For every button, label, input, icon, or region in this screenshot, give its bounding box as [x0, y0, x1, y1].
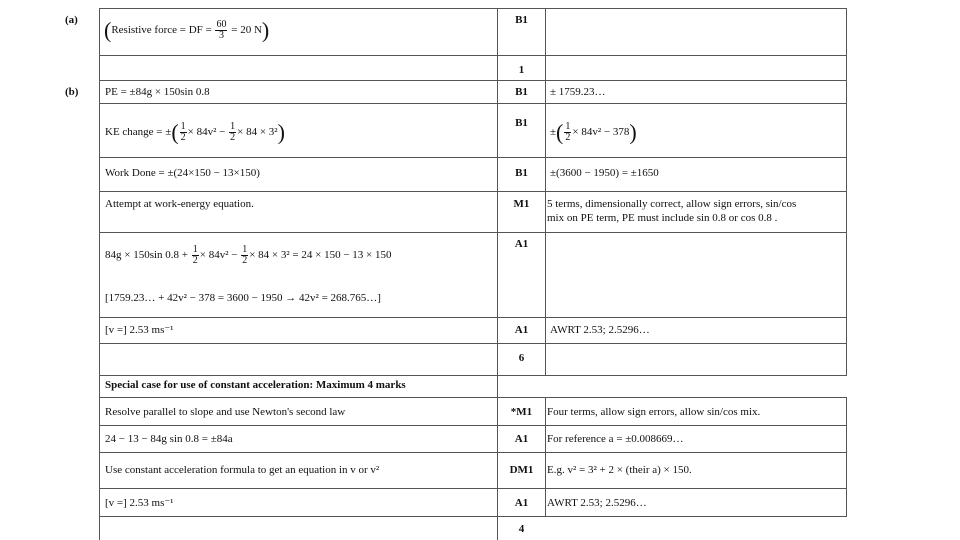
equation-mark: A1	[514, 238, 529, 250]
work-done-mark: B1	[515, 167, 528, 179]
pe-mark: B1	[515, 86, 528, 98]
fraction-numerator: 1	[230, 121, 236, 132]
grid-line	[99, 55, 847, 56]
fraction	[192, 245, 199, 266]
ke-working	[105, 119, 285, 145]
part-b-label: (b)	[65, 86, 79, 98]
fraction-denominator: 2	[192, 255, 198, 266]
grid-line	[99, 397, 847, 398]
equation-line1	[105, 245, 392, 266]
ke-working-prefix: KE change = ±	[105, 126, 172, 139]
sc-resolve-mark: *M1	[510, 406, 533, 418]
grid-line	[99, 191, 847, 192]
answer-working: [v =] 2.53 ms⁻¹	[105, 324, 174, 336]
grid-line	[99, 488, 847, 489]
part-b-subtotal: 6	[518, 352, 525, 364]
ke-note-prefix: ±	[550, 126, 557, 139]
fraction-denominator: 2	[565, 132, 571, 143]
grid-line	[545, 397, 546, 517]
bracket-close: )	[629, 119, 637, 145]
work-done-note: ±(3600 − 1950) = ±1650	[550, 167, 659, 179]
ke-note	[550, 119, 637, 145]
sc-suvat-working: Use constant acceleration formula to get an equation in v or v²	[105, 464, 380, 476]
grid-line	[99, 425, 847, 426]
sc-suvat-note: E.g. v² = 3² + 2 × (their a) × 150.	[547, 464, 692, 476]
grid-line	[99, 103, 847, 104]
ke-mark: B1	[515, 117, 528, 129]
part-a-working-suffix: = 20 N	[228, 24, 262, 37]
part-a-mark: B1	[515, 14, 528, 26]
special-case-heading: Special case for use of constant acceleration: Maximum 4 marks	[105, 379, 406, 391]
part-a-label: (a)	[65, 14, 78, 26]
fraction-denominator: 2	[230, 132, 236, 143]
fraction	[564, 122, 571, 143]
fraction	[229, 122, 236, 143]
bracket-open: (	[171, 119, 179, 145]
ke-working-body2: × 84 × 3²	[237, 126, 278, 139]
work-energy-note-line2: mix on PE term, PE must include sin 0.8 or cos 0.8 .	[547, 212, 778, 224]
pe-note: ± 1759.23…	[550, 86, 606, 98]
sc-answer-mark: A1	[514, 497, 529, 509]
equation-part: × 84 × 3² = 24 × 150 − 13 × 150	[249, 249, 392, 262]
sc-answer-working: [v =] 2.53 ms⁻¹	[105, 497, 174, 509]
equation-part: 84g × 150sin 0.8 +	[105, 249, 191, 262]
sc-equation-note: For reference a = ±0.008669…	[547, 433, 684, 445]
sc-equation-mark: A1	[514, 433, 529, 445]
work-done-working: Work Done = ±(24×150 − 13×150)	[105, 167, 260, 179]
ke-note-body: × 84v² − 378	[572, 126, 630, 139]
work-energy-note-line1: 5 terms, dimensionally correct, allow sign errors, sin/cos	[547, 198, 797, 210]
work-energy-mark: M1	[513, 198, 530, 210]
grid-line	[99, 232, 847, 233]
special-case-subtotal: 4	[518, 523, 525, 535]
bracket-close: )	[261, 17, 270, 43]
fraction	[215, 20, 227, 41]
bracket-close: )	[277, 119, 285, 145]
sc-resolve-working: Resolve parallel to slope and use Newton's second law	[105, 406, 346, 418]
fraction-numerator: 1	[192, 244, 198, 255]
part-a-working-prefix: Resistive force = DF =	[111, 24, 215, 37]
grid-line	[99, 157, 847, 158]
answer-note: AWRT 2.53; 2.5296…	[550, 324, 650, 336]
pe-working: PE = ±84g × 150sin 0.8	[105, 86, 210, 98]
grid-line	[99, 317, 847, 318]
answer-mark: A1	[514, 324, 529, 336]
part-a-subtotal: 1	[518, 64, 525, 76]
grid-line	[99, 8, 847, 9]
part-a-working	[104, 17, 270, 43]
fraction	[180, 122, 187, 143]
equation-line2: [1759.23… + 42v² − 378 = 3600 − 1950 → 42v² = 268.765…]	[105, 292, 381, 304]
grid-line	[99, 8, 100, 540]
fraction-denominator: 2	[180, 132, 186, 143]
fraction-numerator: 1	[242, 244, 248, 255]
sc-suvat-mark: DM1	[509, 464, 534, 476]
sc-answer-note: AWRT 2.53; 2.5296…	[547, 497, 647, 509]
grid-line	[99, 516, 847, 517]
fraction	[241, 245, 248, 266]
fraction-denominator: 2	[242, 255, 248, 266]
ke-working-body: × 84v² −	[187, 126, 229, 139]
fraction-numerator: 60	[216, 19, 227, 30]
grid-line	[99, 343, 847, 344]
grid-line	[99, 452, 847, 453]
sc-equation-working: 24 − 13 − 84g sin 0.8 = ±84a	[105, 433, 233, 445]
grid-line	[846, 397, 847, 517]
fraction-numerator: 1	[180, 121, 186, 132]
work-energy-working: Attempt at work-energy equation.	[105, 198, 254, 210]
fraction-denominator: 3	[218, 30, 224, 41]
sc-resolve-note: Four terms, allow sign errors, allow sin/cos mix.	[547, 406, 761, 418]
fraction-numerator: 1	[565, 121, 571, 132]
grid-line	[99, 375, 847, 376]
equation-part: × 84v² −	[199, 249, 241, 262]
bracket-open: (	[556, 119, 564, 145]
grid-line	[99, 80, 847, 81]
bracket-open: (	[104, 17, 112, 43]
